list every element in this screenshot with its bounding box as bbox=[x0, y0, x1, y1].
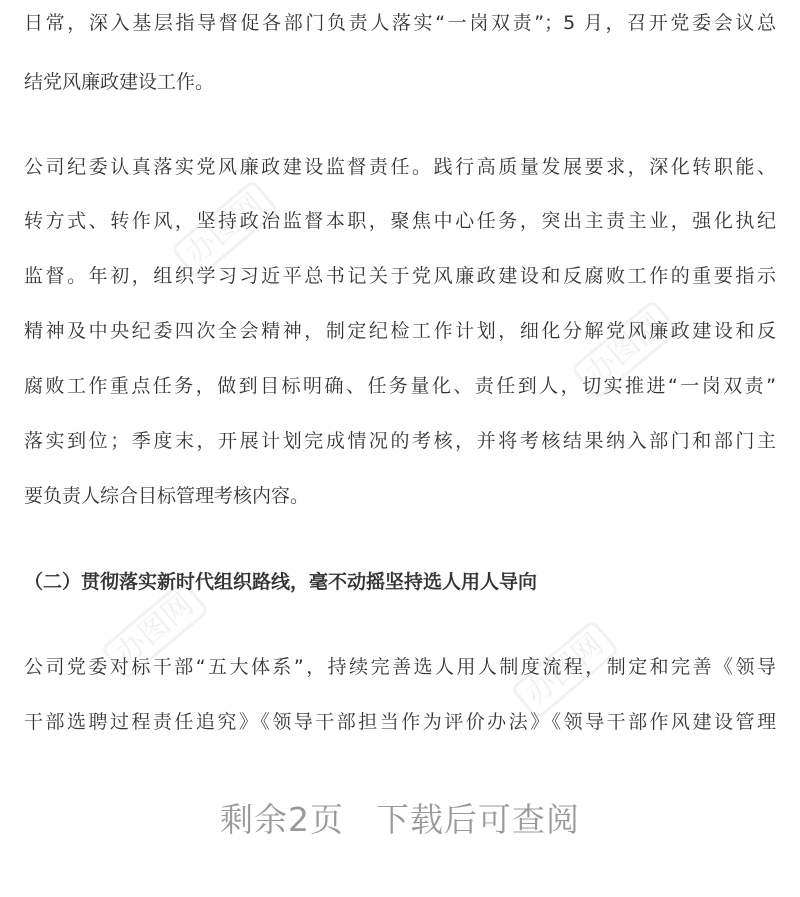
paragraph-line: 精神及中央纪委四次全会精神，制定纪检工作计划，细化分解党风廉政建设和反 bbox=[24, 320, 776, 342]
download-hint-label: 下载后可查阅 bbox=[376, 800, 580, 839]
paragraph-line: 日常，深入基层指导督促各部门负责人落实“一岗双责”；5 月，召开党委会议总 bbox=[24, 12, 776, 34]
paragraph-line: 监督。年初，组织学习习近平总书记关于党风廉政建设和反腐败工作的重要指示 bbox=[24, 265, 776, 287]
paragraph-line: 干部选聘过程责任追究》《领导干部担当作为评价办法》《领导干部作风建设管理 bbox=[24, 711, 776, 733]
paragraph-line: 要负责人综合目标管理考核内容。 bbox=[24, 485, 310, 507]
paragraph-line: 转方式、转作风，坚持政治监督本职，聚焦中心任务，突出主责主业，强化执纪 bbox=[24, 210, 776, 232]
paragraph-line: 结党风廉政建设工作。 bbox=[24, 71, 215, 93]
remaining-pages-notice[interactable] bbox=[0, 800, 800, 840]
section-heading: （二）贯彻落实新时代组织路线，毫不动摇坚持选人用人导向 bbox=[24, 571, 538, 593]
paragraph-line: 公司纪委认真落实党风廉政建设监督责任。践行高质量发展要求，深化转职能、 bbox=[24, 156, 776, 178]
remaining-pages-label: 剩余2页 bbox=[220, 800, 344, 839]
watermark-text: 办图网 bbox=[510, 619, 620, 721]
watermark-text: 办图网 bbox=[100, 579, 210, 681]
paragraph-line: 落实到位；季度末，开展计划完成情况的考核，并将考核结果纳入部门和部门主 bbox=[24, 430, 776, 452]
paragraph-line: 腐败工作重点任务，做到目标明确、任务量化、责任到人，切实推进“一岗双责” bbox=[24, 375, 776, 397]
paragraph-line: 公司党委对标干部“五大体系”，持续完善选人用人制度流程，制定和完善《领导 bbox=[24, 656, 776, 678]
watermark-text: 办图网 bbox=[570, 299, 680, 401]
watermark-text: 办图网 bbox=[170, 179, 280, 281]
